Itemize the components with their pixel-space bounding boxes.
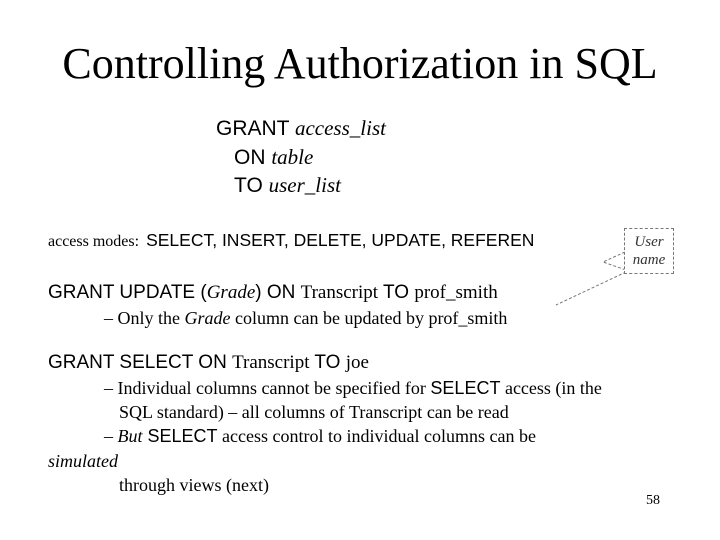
access-list-term: access_list <box>294 116 386 140</box>
example2-bullet2-simulated: simulated <box>48 451 118 471</box>
example1-table: Transcript <box>300 282 379 303</box>
example2-table: Transcript <box>232 352 310 373</box>
bullet1-pre: – Individual columns cannot be specified for <box>104 378 431 398</box>
slide-title: Controlling Authorization in SQL <box>62 39 658 88</box>
access-modes-label: access modes: <box>48 233 140 250</box>
user-name-callout <box>624 228 674 274</box>
callout-line-2: name <box>632 252 666 268</box>
bullet2-post: access control to individual columns can be <box>217 426 536 446</box>
example2-bullet2-line1: – But SELECT access control to individual columns can be <box>104 426 536 446</box>
callout-line-1: User <box>634 234 664 250</box>
example1-note-pre: – Only the <box>104 308 185 328</box>
example2-to: TO <box>309 352 346 373</box>
to-keyword: TO <box>234 174 269 197</box>
on-keyword: ON <box>234 146 272 169</box>
example2-grant-select: GRANT SELECT ON <box>48 352 233 373</box>
page-number: 58 <box>646 493 660 508</box>
example1-on: ) ON <box>255 282 301 303</box>
user-list-term: user_list <box>268 173 341 197</box>
access-modes-list: SELECT, INSERT, DELETE, UPDATE, REFEREN <box>146 230 535 250</box>
example1-note <box>104 308 507 329</box>
example1-column: Grade <box>206 282 256 303</box>
example1-grant-update: GRANT UPDATE ( <box>48 282 207 303</box>
example2-bullet1-line2 <box>119 402 509 423</box>
bullet1-line2-post: can be read <box>422 402 509 422</box>
example1-note-post: column can be updated by prof_smith <box>230 308 508 328</box>
example1-note-column: Grade <box>184 308 231 328</box>
callout-pointer-upper <box>603 252 626 270</box>
bullet1-line2-pre: SQL standard) – all columns of <box>119 402 349 422</box>
example1-statement <box>48 282 498 304</box>
example2-user: joe <box>345 352 369 373</box>
example2-bullet2-line3: through views (next) <box>119 475 269 495</box>
bullet1-keyword: SELECT <box>430 378 501 398</box>
bullet1-line2-table: Transcript <box>348 402 423 422</box>
example2-bullet1-line1 <box>104 378 602 399</box>
example2-statement <box>48 352 369 374</box>
example1-to: TO <box>378 282 415 303</box>
bullet2-keyword: SELECT <box>142 426 218 446</box>
example1-user: prof_smith <box>414 282 498 303</box>
bullet2-but: But <box>117 426 143 446</box>
callout-pointer-lower <box>556 272 626 305</box>
bullet1-post: access (in the <box>500 378 602 398</box>
table-term: table <box>271 145 314 169</box>
grant-keyword: GRANT <box>216 117 295 140</box>
